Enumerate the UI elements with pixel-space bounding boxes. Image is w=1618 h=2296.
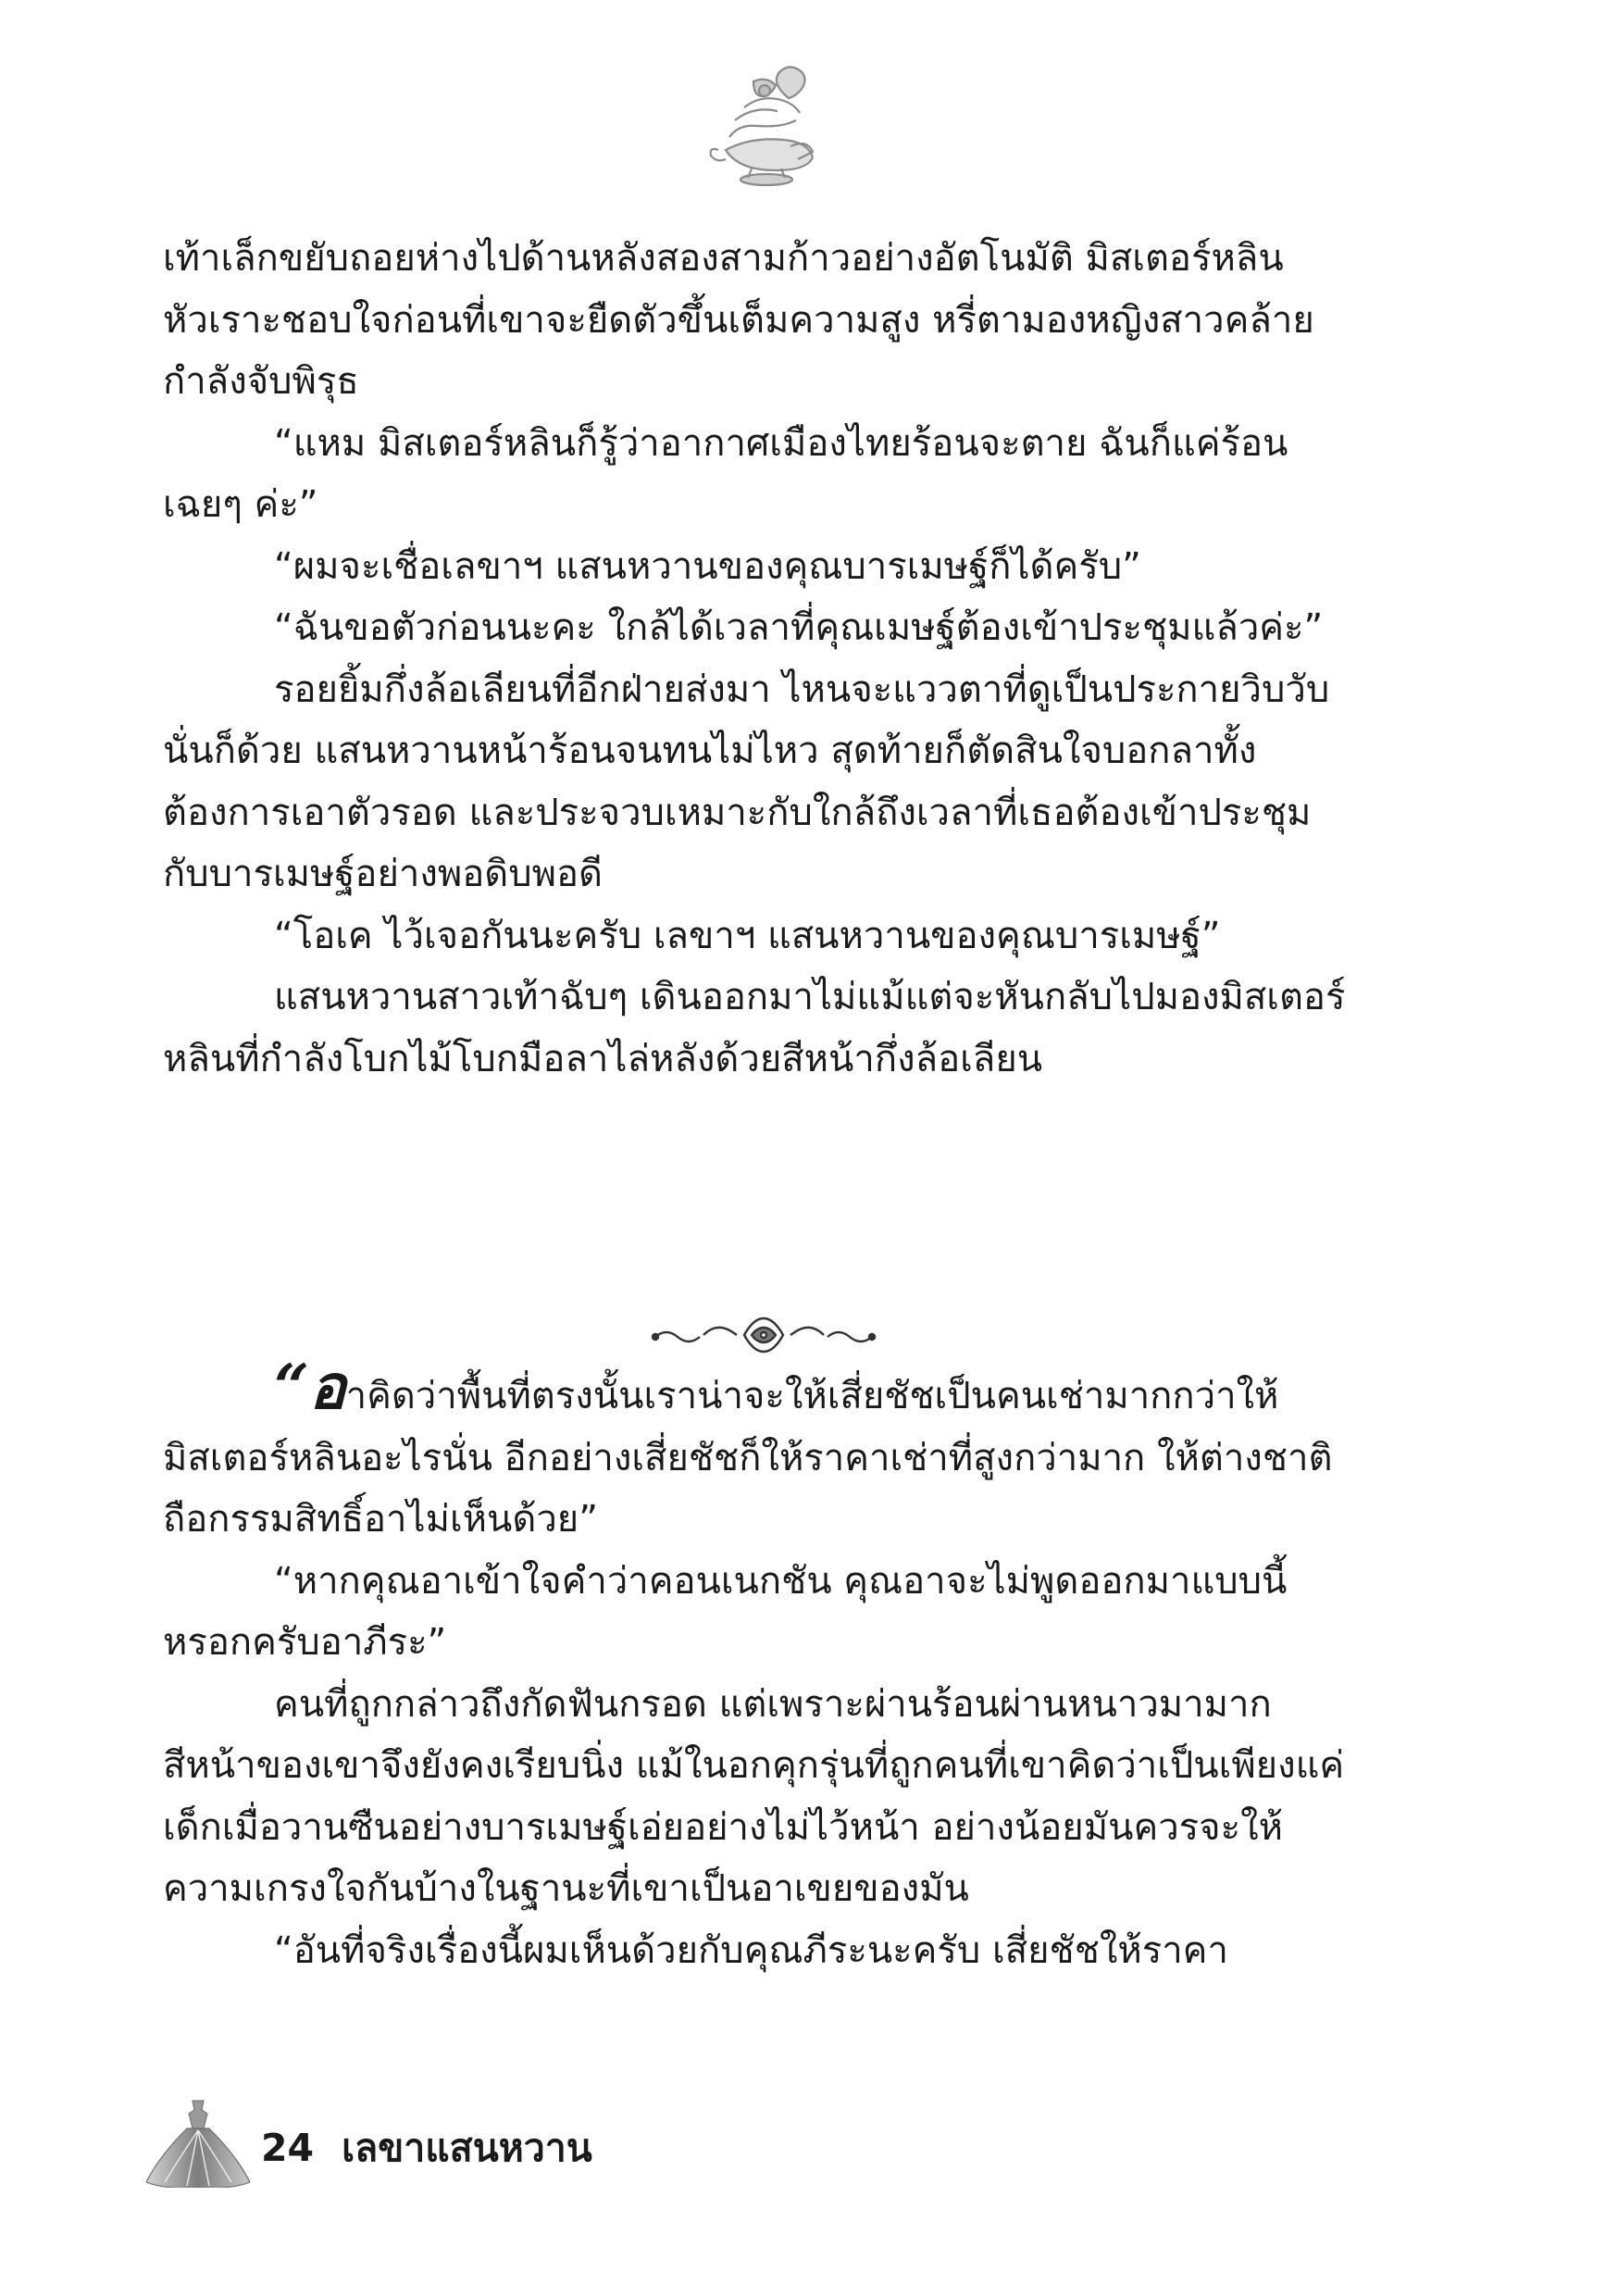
top-paragraph: เท้าเล็กขยับถอยห่างไปด้านหลังสองสามก้าวอย่างอัตโนมัติ มิสเตอร์หลินหัวเราะชอบใจก่อนที่เขาจะยืดตัวขึ้นเต็มความสูง หรี่ตามองหญิงสาวคล้ายกำลังจับพิรุธ: [163, 237, 1314, 403]
top-paragraph: “โอเค ไว้เจอกันนะครับ เลขาฯ แสนหวานของคุณบารเมษฐ์”: [274, 914, 1221, 957]
story-text-top: [163, 228, 1350, 1090]
drop-cap-letter: “อ: [274, 1351, 346, 1423]
top-paragraph: “ฉันขอตัวก่อนนะคะ ใกล้ได้เวลาที่คุณเมษฐ์ต้องเข้าประชุมแล้วค่ะ”: [274, 606, 1324, 649]
drop-cap-paragraph-text: าคิดว่าพื้นที่ตรงนั้นเราน่าจะให้เสี่ยชัชเป็นคนเช่ามากกว่าให้มิสเตอร์หลินอะไรนั่น อีกอย่างเสี่ยชัชก็ให้ราคาเช่าที่สูงกว่ามาก ให้ต่างชาติถือกรรมสิทธิ์อาไม่เห็นด้วย”: [163, 1375, 1333, 1541]
bottom-paragraph: “หากคุณอาเข้าใจคำว่าคอนเนกชัน คุณอาจะไม่พูดออกมาแบบนี้หรอกครับอาภีระ”: [163, 1559, 1288, 1664]
genie-lamp-icon: [698, 54, 837, 193]
top-paragraph: แสนหวานสาวเท้าฉับๆ เดินออกมาไม่แม้แต่จะหันกลับไปมองมิสเตอร์หลินที่กำลังโบกไม้โบกมือลาไล่หลังด้วยสีหน้ากึ่งล้อเลียน: [163, 976, 1346, 1080]
top-paragraph: “ผมจะเชื่อเลขาฯ แสนหวานของคุณบารเมษฐ์ก็ได้ครับ”: [274, 544, 1141, 588]
drop-cap-paragraph: [163, 1351, 1350, 1551]
bottom-paragraph: “อันที่จริงเรื่องนี้ผมเห็นด้วยกับคุณภีระนะครับ เสี่ยชัชให้ราคา: [274, 1928, 1228, 1972]
page-footer: [261, 2118, 592, 2178]
top-paragraph: รอยยิ้มกึ่งล้อเลียนที่อีกฝ่ายส่งมา ไหนจะแววตาที่ดูเป็นประกายวิบวับนั่นก็ด้วย แสนหวานหน้าร้อนจนทนไม่ไหว สุดท้ายก็ตัดสินใจบอกลาทั้งต้องการเอาตัวรอด และประจวบเหมาะกับใกล้ถึงเวลาที่เธอต้องเข้าประชุมกับบารเมษฐ์อย่างพอดิบพอดี: [163, 668, 1330, 895]
bottom-paragraph: คนที่ถูกกล่าวถึงกัดฟันกรอด แต่เพราะผ่านร้อนผ่านหนาวมามากสีหน้าของเขาจึงยังคงเรียบนิ่ง แม้ในอกคุกรุ่นที่ถูกคนที่เขาคิดว่าเป็นเพียงแค่เด็กเมื่อวานซืนอย่างบารเมษฐ์เอ่ยอย่างไม่ไว้หน้า อย่างน้อยมันควรจะให้ความเกรงใจกันบ้างในฐานะที่เขาเป็นอาเขยของมัน: [163, 1682, 1345, 1910]
page-number: 24: [261, 2126, 315, 2170]
top-paragraph: “แหม มิสเตอร์หลินก็รู้ว่าอากาศเมืองไทยร้อนจะตาย ฉันก็แค่ร้อนเฉยๆ ค่ะ”: [163, 421, 1288, 526]
story-text-bottom: [163, 1351, 1350, 1981]
book-title: เลขาแสนหวาน: [342, 2126, 592, 2170]
flourish-divider-icon: [648, 1313, 879, 1357]
dress-icon: [146, 2097, 250, 2188]
